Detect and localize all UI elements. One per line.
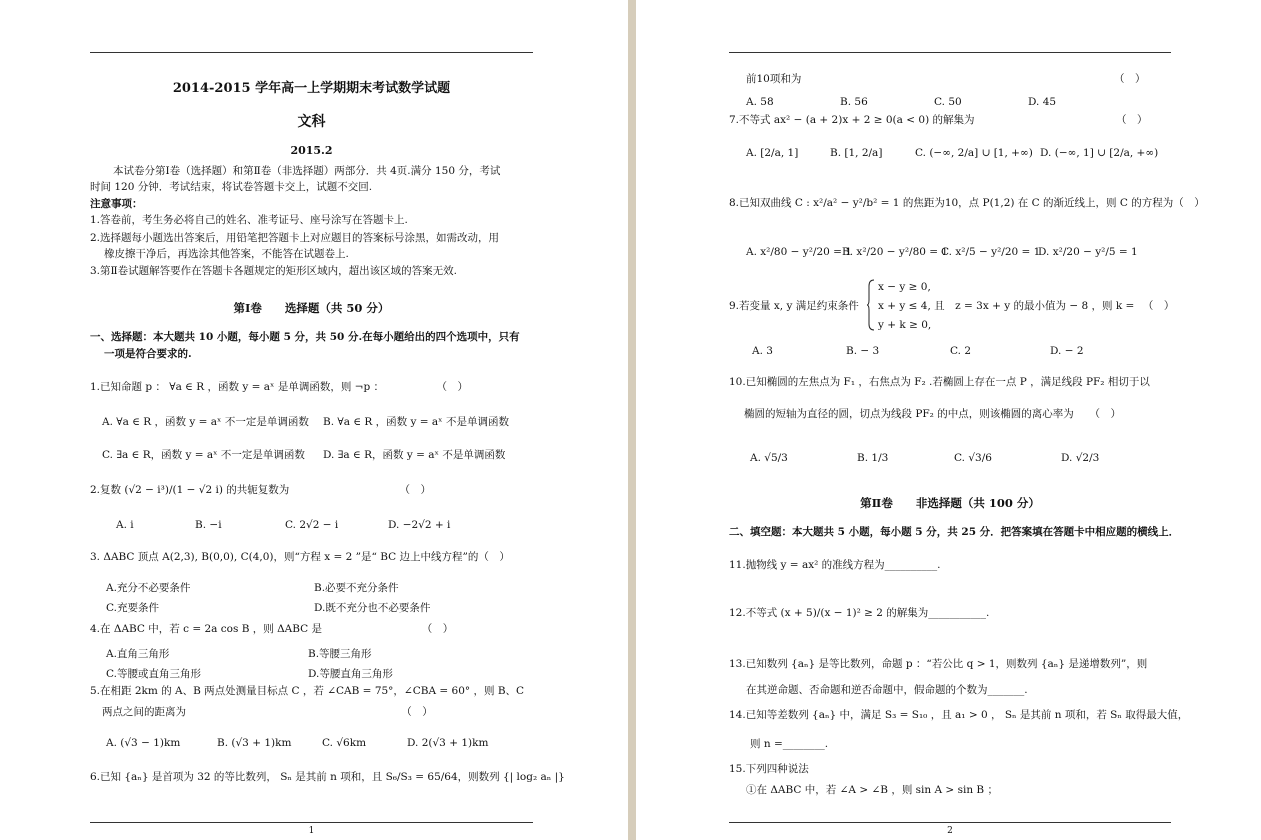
q5-option-a: A. (√3 − 1)km xyxy=(106,737,181,749)
q8-option-c: C. x²/5 − y²/20 = 1 xyxy=(941,246,1041,258)
intro-line-1: 本试卷分第Ⅰ卷（选择题）和第Ⅱ卷（非选择题）两部分．共 4页.满分 150 分，考试 xyxy=(113,165,501,177)
q3-option-d: D.既不充分也不必要条件 xyxy=(314,602,431,614)
q6-option-b: B. 56 xyxy=(840,96,868,108)
notice-1: 1.答卷前，考生务必将自己的姓名、准考证号、座号涂写在答题卡上. xyxy=(90,214,408,226)
part-1-instruction-b: 一项是符合要求的. xyxy=(104,348,192,360)
q6-answer-paren: （ ） xyxy=(1114,73,1146,85)
q2-option-c: C. 2√2 − i xyxy=(285,519,339,531)
q8-option-a: A. x²/80 − y²/20 = 1 xyxy=(746,246,852,258)
q4-option-d: D.等腰直角三角形 xyxy=(308,668,393,680)
question-15-statement-1: ①在 ΔABC 中，若 ∠A > ∠B ，则 sin A > sin B ； xyxy=(746,784,998,796)
q7-option-b: B. [1, 2/a] xyxy=(830,147,883,159)
part-2-instruction: 二、填空题：本大题共 5 小题，每小题 5 分，共 25 分．把答案填在答题卡中相应题的横线上． xyxy=(729,526,1180,538)
q9-option-d: D. − 2 xyxy=(1050,345,1084,357)
q8-option-b: B. x²/20 − y²/80 = 1 xyxy=(842,246,949,258)
header-rule xyxy=(729,52,1171,53)
question-10a: 10.已知椭圆的左焦点为 F₁ ，右焦点为 F₂ .若椭圆上存在一点 P ，满足线段 PF₂ 相切于以 xyxy=(729,376,1150,388)
q4-option-c: C.等腰或直角三角形 xyxy=(106,668,201,680)
q7-answer-paren: （ ） xyxy=(1116,114,1148,126)
q6-option-a: A. 58 xyxy=(746,96,774,108)
q10-option-b: B. 1/3 xyxy=(857,452,889,464)
notice-2a: 2.选择题每小题选出答案后，用铅笔把答题卡上对应题目的答案标号涂黑，如需改动，用 xyxy=(90,232,500,244)
question-2: 2.复数 (√2 − i³)/(1 − √2 i) 的共轭复数为 （ ） xyxy=(90,484,431,496)
page-number: 1 xyxy=(308,826,315,836)
intro-line-2: 时间 120 分钟．考试结束，将试卷答题卡交上，试题不交回. xyxy=(90,181,373,193)
question-6: 6.已知 {aₙ} 是首项为 32 的等比数列， Sₙ 是其前 n 项和，且 S₆/S₃ = 65/64，则数列 {| log₂ aₙ |} xyxy=(90,771,565,783)
notice-title: 注意事项： xyxy=(90,198,143,210)
question-7: 7.不等式 ax² − (a + 2)x + 2 ≥ 0(a < 0) 的解集为 xyxy=(729,114,975,126)
question-1: 1.已知命题 p ： ∀a ∈ R ，函数 y = aˣ 是单调函数，则 ¬p ： （ ） xyxy=(90,381,469,393)
question-11: 11.抛物线 y = ax² 的准线方程为__________. xyxy=(729,559,941,571)
document-page-1 xyxy=(0,0,628,840)
q10-option-a: A. √5/3 xyxy=(750,452,788,464)
q2-option-b: B. −i xyxy=(195,519,222,531)
q9-option-a: A. 3 xyxy=(752,345,773,357)
q8-option-d: D. x²/20 − y²/5 = 1 xyxy=(1038,246,1138,258)
question-9: 9.若变量 x, y 满足约束条件 xyxy=(729,300,859,312)
q10-option-c: C. √3/6 xyxy=(954,452,992,464)
question-5b: 两点之间的距离为 （ ） xyxy=(102,706,433,718)
question-4: 4.在 ΔABC 中，若 c = 2a cos B ，则 ΔABC 是 （ ） xyxy=(90,623,454,635)
q7-option-d: D. (−∞, 1] ∪ [2/a, +∞) xyxy=(1040,147,1159,159)
page-gutter xyxy=(628,0,636,840)
question-8: 8.已知双曲线 C : x²/a² − y²/b² = 1 的焦距为10，点 P(1,2) 在 C 的渐近线上，则 C 的方程为（ ） xyxy=(729,197,1205,209)
q1-option-a: A. ∀a ∈ R ，函数 y = aˣ 不一定是单调函数 xyxy=(102,416,309,428)
question-14a: 14.已知等差数列 {aₙ} 中，满足 S₃ = S₁₀ ，且 a₁ > 0 ， Sₙ 是其前 n 项和，若 Sₙ 取得最大值， xyxy=(729,709,1189,721)
q2-option-d: D. −2√2 + i xyxy=(388,519,451,531)
question-13a: 13.已知数列 {aₙ} 是等比数列，命题 p ：“若公比 q > 1，则数列 {aₙ} 是递增数列”，则 xyxy=(729,658,1148,670)
header-rule xyxy=(90,52,533,53)
part-1-instruction-a: 一、选择题：本大题共 10 小题，每小题 5 分，共 50 分.在每小题给出的四个选项中，只有 xyxy=(90,331,520,343)
question-13b: 在其逆命题、否命题和逆否命题中，假命题的个数为_______. xyxy=(746,684,1028,696)
q9-constraint-2: x + y ≤ 4, 且 z = 3x + y 的最小值为 − 8 ，则 k = （ ） xyxy=(878,300,1175,312)
question-10b: 椭圆的短轴为直径的圆，切点为线段 PF₂ 的中点，则该椭圆的离心率为 （ ） xyxy=(744,408,1121,420)
q4-option-b: B.等腰三角形 xyxy=(308,648,372,660)
q5-option-c: C. √6km xyxy=(322,737,367,749)
q6-option-d: D. 45 xyxy=(1028,96,1057,108)
q1-option-b: B. ∀a ∈ R ，函数 y = aˣ 不是单调函数 xyxy=(323,416,509,428)
q2-option-a: A. i xyxy=(116,519,134,531)
q9-option-c: C. 2 xyxy=(950,345,972,357)
q3-option-c: C.充要条件 xyxy=(106,602,159,614)
q6-option-c: C. 50 xyxy=(934,96,962,108)
q3-option-b: B.必要不充分条件 xyxy=(314,582,399,594)
q9-constraint-1: x − y ≥ 0, xyxy=(878,281,931,293)
document-page-2 xyxy=(636,0,1261,840)
question-14b: 则 n =________. xyxy=(750,738,829,750)
question-12: 12.不等式 (x + 5)/(x − 1)² ≥ 2 的解集为___________. xyxy=(729,607,990,619)
q5-option-b: B. (√3 + 1)km xyxy=(217,737,292,749)
q3-option-a: A.充分不必要条件 xyxy=(106,582,191,594)
question-5a: 5.在相距 2km 的 A、B 两点处测量目标点 C ，若 ∠CAB = 75°，∠CBA = 60° ，则 B、C xyxy=(90,685,525,697)
footer-rule xyxy=(729,822,1171,823)
question-15: 15.下列四种说法 xyxy=(729,763,809,775)
question-6-continued: 前10项和为 xyxy=(746,73,802,85)
exam-subtitle: 文科 xyxy=(297,114,326,130)
section-2-title: 第Ⅱ卷 非选择题（共 100 分） xyxy=(860,496,1040,510)
notice-2b: 橡皮擦干净后，再选涂其他答案，不能答在试题卷上. xyxy=(104,248,349,260)
constraint-brace-icon xyxy=(866,278,876,332)
section-1-title: 第Ⅰ卷 选择题（共 50 分） xyxy=(233,301,390,315)
footer-rule xyxy=(90,822,533,823)
page-number: 2 xyxy=(947,826,953,836)
q7-option-c: C. (−∞, 2/a] ∪ [1, +∞) xyxy=(915,147,1033,159)
q4-option-a: A.直角三角形 xyxy=(106,648,170,660)
exam-title: 2014-2015 学年高一上学期期末考试数学试题 xyxy=(172,81,451,96)
q9-constraint-3: y + k ≥ 0, xyxy=(878,319,932,331)
q9-option-b: B. − 3 xyxy=(846,345,880,357)
q5-option-d: D. 2(√3 + 1)km xyxy=(407,737,489,749)
q7-option-a: A. [2/a, 1] xyxy=(746,147,799,159)
q10-option-d: D. √2/3 xyxy=(1061,452,1100,464)
question-3: 3. ΔABC 顶点 A(2,3), B(0,0), C(4,0)，则“方程 x = 2 ”是“ BC 边上中线方程”的（ ） xyxy=(90,551,510,563)
q1-option-c: C. ∃a ∈ R，函数 y = aˣ 不一定是单调函数 xyxy=(102,449,305,461)
q1-option-d: D. ∃a ∈ R，函数 y = aˣ 不是单调函数 xyxy=(323,449,506,461)
exam-date: 2015.2 xyxy=(290,144,333,157)
notice-3: 3.第Ⅱ卷试题解答要作在答题卡各题规定的矩形区域内，超出该区域的答案无效. xyxy=(90,265,457,277)
